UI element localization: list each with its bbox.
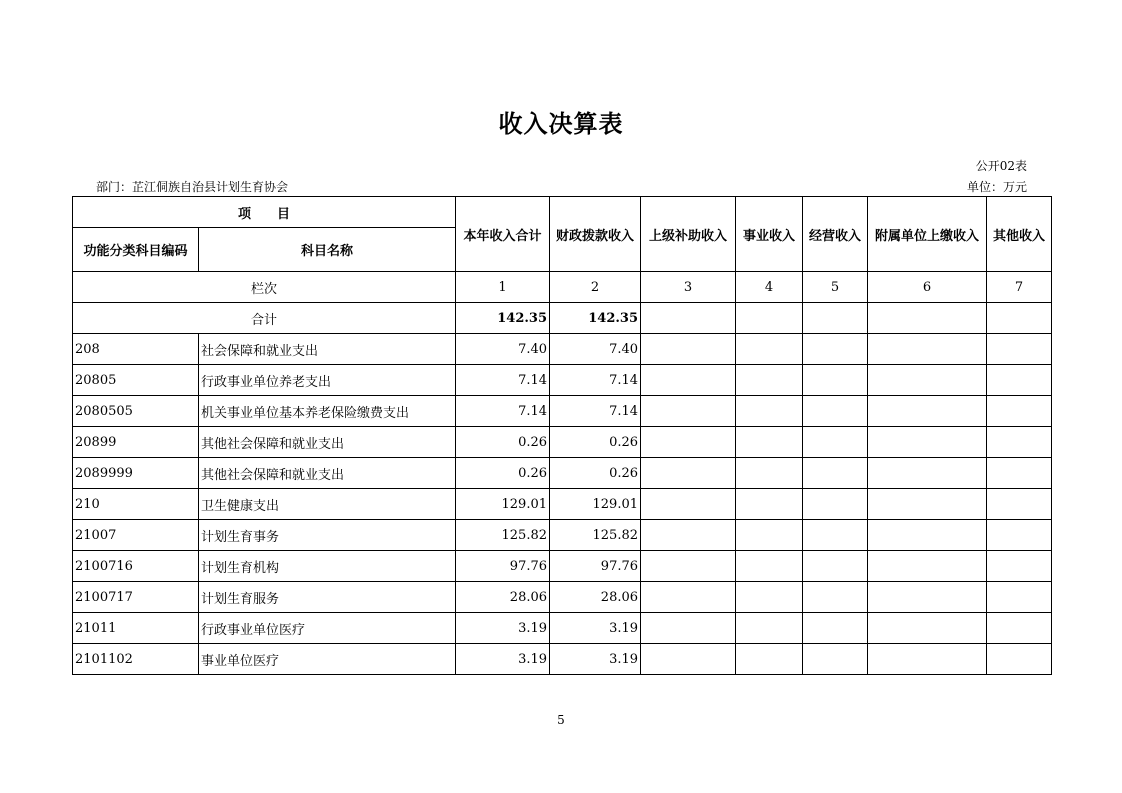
unit-label: 单位：万元: [966, 180, 1027, 194]
amount-cell: 7.14: [456, 396, 550, 427]
amount-cell: [641, 365, 736, 396]
amount-cell: [641, 458, 736, 489]
amount-cell: [736, 396, 803, 427]
table-row: [73, 458, 1052, 489]
subject-code: 21007: [73, 520, 199, 551]
amount-cell: [987, 365, 1052, 396]
table-row: [73, 613, 1052, 644]
amount-cell: 125.82: [456, 520, 550, 551]
subject-code: 2089999: [73, 458, 199, 489]
page-number: 5: [557, 713, 565, 727]
row-label: 栏次: [73, 272, 456, 303]
table-row: [73, 489, 1052, 520]
total-value: [987, 303, 1052, 334]
amount-cell: [868, 582, 987, 613]
amount-cell: [868, 458, 987, 489]
subject-code: 208: [73, 334, 199, 365]
amount-cell: 97.76: [550, 551, 641, 582]
total-value: 142.35: [456, 303, 550, 334]
amount-cell: [987, 644, 1052, 675]
amount-cell: 125.82: [550, 520, 641, 551]
amount-cell: [987, 613, 1052, 644]
header-name: 科目名称: [199, 228, 456, 272]
amount-cell: 97.76: [456, 551, 550, 582]
subject-name: 事业单位医疗: [199, 644, 456, 675]
amount-cell: 28.06: [550, 582, 641, 613]
amount-cell: [736, 520, 803, 551]
amount-cell: [641, 489, 736, 520]
subject-name: 卫生健康支出: [199, 489, 456, 520]
col-number: 1: [456, 272, 550, 303]
subject-name: 其他社会保障和就业支出: [199, 427, 456, 458]
amount-cell: [641, 427, 736, 458]
amount-cell: 3.19: [456, 613, 550, 644]
table-row: [73, 551, 1052, 582]
header-col-4: 事业收入: [736, 197, 803, 272]
amount-cell: [868, 613, 987, 644]
amount-cell: 7.14: [550, 396, 641, 427]
subject-name: 行政事业单位医疗: [199, 613, 456, 644]
amount-cell: 7.14: [456, 365, 550, 396]
header-col-6: 附属单位上缴收入: [868, 197, 987, 272]
table-row: [73, 644, 1052, 675]
amount-cell: [868, 427, 987, 458]
subject-code: 20805: [73, 365, 199, 396]
amount-cell: [803, 613, 868, 644]
total-value: 142.35: [550, 303, 641, 334]
subject-name: 计划生育机构: [199, 551, 456, 582]
subject-name: 其他社会保障和就业支出: [199, 458, 456, 489]
amount-cell: [987, 427, 1052, 458]
amount-cell: 7.40: [550, 334, 641, 365]
amount-cell: [987, 396, 1052, 427]
col-number: 7: [987, 272, 1052, 303]
header-col-5: 经营收入: [803, 197, 868, 272]
total-value: [868, 303, 987, 334]
subject-code: 2101102: [73, 644, 199, 675]
header-col-7: 其他收入: [987, 197, 1052, 272]
amount-cell: [641, 582, 736, 613]
subject-code: 20899: [73, 427, 199, 458]
col-number: 2: [550, 272, 641, 303]
amount-cell: 129.01: [550, 489, 641, 520]
amount-cell: [987, 551, 1052, 582]
amount-cell: 7.14: [550, 365, 641, 396]
amount-cell: [987, 520, 1052, 551]
amount-cell: [987, 334, 1052, 365]
amount-cell: [987, 489, 1052, 520]
amount-cell: [641, 334, 736, 365]
amount-cell: [803, 644, 868, 675]
amount-cell: [736, 458, 803, 489]
table-row: [73, 365, 1052, 396]
amount-cell: 129.01: [456, 489, 550, 520]
total-row: [73, 303, 1052, 334]
amount-cell: [987, 582, 1052, 613]
header-col-1: 本年收入合计: [456, 197, 550, 272]
amount-cell: [641, 613, 736, 644]
form-number: 公开02表: [975, 159, 1027, 173]
table-row: [73, 520, 1052, 551]
amount-cell: 28.06: [456, 582, 550, 613]
subject-code: 2080505: [73, 396, 199, 427]
col-number: 5: [803, 272, 868, 303]
col-number: 3: [641, 272, 736, 303]
amount-cell: 7.40: [456, 334, 550, 365]
subject-name: 计划生育事务: [199, 520, 456, 551]
amount-cell: [803, 427, 868, 458]
page-title: 收入决算表: [498, 110, 624, 138]
header-item: 项 目: [73, 197, 456, 228]
amount-cell: 0.26: [456, 427, 550, 458]
amount-cell: [868, 334, 987, 365]
amount-cell: [736, 551, 803, 582]
amount-cell: [736, 644, 803, 675]
amount-cell: [803, 334, 868, 365]
column-number-row: [73, 272, 1052, 303]
amount-cell: 0.26: [550, 427, 641, 458]
department-label: 部门：芷江侗族自治县计划生育协会: [96, 180, 289, 194]
header-col-3: 上级补助收入: [641, 197, 736, 272]
amount-cell: [641, 520, 736, 551]
header-col-2: 财政拨款收入: [550, 197, 641, 272]
subject-code: 210: [73, 489, 199, 520]
amount-cell: [736, 613, 803, 644]
amount-cell: [803, 396, 868, 427]
amount-cell: [868, 644, 987, 675]
col-number: 6: [868, 272, 987, 303]
amount-cell: 0.26: [456, 458, 550, 489]
amount-cell: [736, 489, 803, 520]
amount-cell: [736, 427, 803, 458]
subject-code: 21011: [73, 613, 199, 644]
table-row: [73, 396, 1052, 427]
amount-cell: 3.19: [550, 644, 641, 675]
amount-cell: [868, 551, 987, 582]
subject-name: 行政事业单位养老支出: [199, 365, 456, 396]
subject-name: 社会保障和就业支出: [199, 334, 456, 365]
total-label: 合计: [73, 303, 456, 334]
amount-cell: [736, 582, 803, 613]
amount-cell: [868, 520, 987, 551]
col-number: 4: [736, 272, 803, 303]
total-value: [641, 303, 736, 334]
table-row: [73, 334, 1052, 365]
amount-cell: [803, 365, 868, 396]
header-code: 功能分类科目编码: [73, 228, 199, 272]
table-row: [73, 427, 1052, 458]
amount-cell: [803, 551, 868, 582]
amount-cell: 0.26: [550, 458, 641, 489]
amount-cell: [641, 551, 736, 582]
subject-code: 2100717: [73, 582, 199, 613]
header-row-1: [73, 197, 1052, 228]
subject-name: 计划生育服务: [199, 582, 456, 613]
amount-cell: [803, 582, 868, 613]
amount-cell: [803, 458, 868, 489]
amount-cell: 3.19: [456, 644, 550, 675]
total-value: [736, 303, 803, 334]
amount-cell: [803, 489, 868, 520]
amount-cell: [641, 644, 736, 675]
amount-cell: [641, 396, 736, 427]
amount-cell: [803, 520, 868, 551]
table-row: [73, 582, 1052, 613]
subject-code: 2100716: [73, 551, 199, 582]
total-value: [803, 303, 868, 334]
amount-cell: [868, 489, 987, 520]
amount-cell: [987, 458, 1052, 489]
amount-cell: [736, 365, 803, 396]
amount-cell: 3.19: [550, 613, 641, 644]
subject-name: 机关事业单位基本养老保险缴费支出: [199, 396, 456, 427]
amount-cell: [736, 334, 803, 365]
amount-cell: [868, 365, 987, 396]
amount-cell: [868, 396, 987, 427]
income-table: [72, 196, 1052, 675]
